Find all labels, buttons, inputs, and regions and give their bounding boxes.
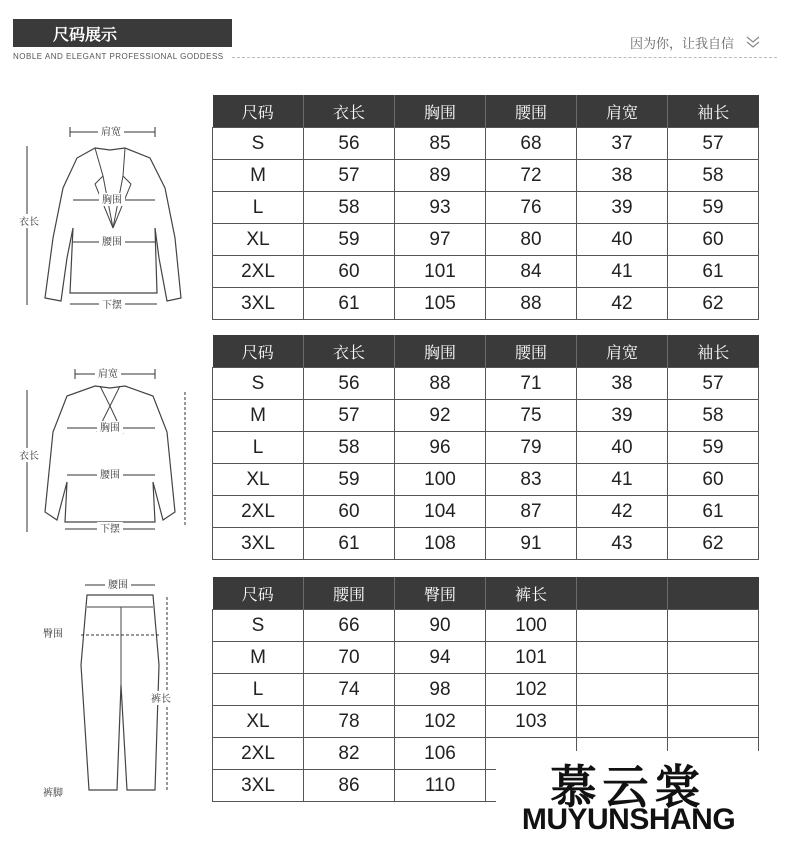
- table-row: [213, 496, 759, 528]
- table-cell: 61: [304, 528, 395, 560]
- table-cell: 42: [577, 496, 668, 528]
- table-row: [213, 128, 759, 160]
- table-row: [213, 400, 759, 432]
- table-cell: [577, 642, 668, 674]
- table-cell: 57: [668, 128, 759, 160]
- brand-logo-english: MUYUNSHANG: [521, 803, 736, 836]
- table-cell: 103: [486, 706, 577, 738]
- table-cell: 91: [486, 528, 577, 560]
- column-header: 裤长: [486, 577, 577, 610]
- table-row: [213, 368, 759, 400]
- column-header: [577, 577, 668, 610]
- table-cell: 100: [395, 464, 486, 496]
- table-cell: 62: [668, 288, 759, 320]
- table-cell: 89: [395, 160, 486, 192]
- table-cell: [668, 610, 759, 642]
- table-cell: 68: [486, 128, 577, 160]
- table-cell: 2XL: [213, 496, 304, 528]
- jacket-diagram: [15, 118, 195, 318]
- column-header: 腰围: [486, 335, 577, 368]
- section-title: [13, 19, 232, 47]
- table-cell: M: [213, 642, 304, 674]
- table-cell: 59: [668, 192, 759, 224]
- shirt-label-chest: 胸围: [100, 423, 120, 434]
- tagline: 因为你，让我自信: [629, 37, 734, 52]
- column-header: 袖长: [668, 95, 759, 128]
- table-cell: 43: [577, 528, 668, 560]
- table-cell: L: [213, 674, 304, 706]
- table-cell: 60: [668, 224, 759, 256]
- table-cell: 57: [668, 368, 759, 400]
- shirt-label-length: 衣长: [19, 451, 39, 462]
- jacket-label-length: 衣长: [19, 217, 39, 228]
- table-cell: 108: [395, 528, 486, 560]
- table-cell: [577, 610, 668, 642]
- table-cell: [668, 642, 759, 674]
- table-cell: XL: [213, 464, 304, 496]
- table-cell: 3XL: [213, 288, 304, 320]
- column-header: [668, 577, 759, 610]
- table-cell: 62: [668, 528, 759, 560]
- table-cell: 38: [577, 368, 668, 400]
- table-cell: [668, 674, 759, 706]
- table-cell: XL: [213, 224, 304, 256]
- table-cell: 102: [486, 674, 577, 706]
- column-header: 衣长: [304, 95, 395, 128]
- table-cell: 84: [486, 256, 577, 288]
- table-cell: 38: [577, 160, 668, 192]
- table-cell: 98: [395, 674, 486, 706]
- table-cell: 39: [577, 400, 668, 432]
- table-cell: 60: [304, 256, 395, 288]
- brand-logo-chinese: 慕云裳: [550, 760, 707, 814]
- table-cell: 94: [395, 642, 486, 674]
- table-cell: 79: [486, 432, 577, 464]
- table-cell: M: [213, 160, 304, 192]
- shirt-label-waist: 腰围: [100, 470, 120, 481]
- table-cell: 80: [486, 224, 577, 256]
- column-header: 尺码: [213, 577, 304, 610]
- table-cell: M: [213, 400, 304, 432]
- table-cell: 74: [304, 674, 395, 706]
- table-cell: 97: [395, 224, 486, 256]
- table-cell: S: [213, 368, 304, 400]
- table-cell: 58: [304, 192, 395, 224]
- table-cell: L: [213, 192, 304, 224]
- table-cell: 92: [395, 400, 486, 432]
- table-cell: 42: [577, 288, 668, 320]
- table-row: [213, 674, 759, 706]
- table-cell: 106: [395, 738, 486, 770]
- table-cell: 60: [668, 464, 759, 496]
- table-cell: 41: [577, 464, 668, 496]
- table-cell: 61: [668, 256, 759, 288]
- header-divider: [232, 57, 777, 58]
- pants-diagram: [35, 575, 195, 805]
- column-header: 胸围: [395, 335, 486, 368]
- table-row: [213, 160, 759, 192]
- table-row: [213, 224, 759, 256]
- table-cell: 56: [304, 128, 395, 160]
- column-header: 尺码: [213, 95, 304, 128]
- table-cell: 88: [395, 368, 486, 400]
- table-cell: 58: [668, 400, 759, 432]
- table-cell: 86: [304, 770, 395, 802]
- section-title-text: 尺码展示: [53, 24, 118, 44]
- column-header: 胸围: [395, 95, 486, 128]
- table-cell: 100: [486, 610, 577, 642]
- table-cell: 61: [304, 288, 395, 320]
- shirt-label-hem: 下摆: [100, 524, 120, 535]
- column-header: 腰围: [304, 577, 395, 610]
- table-cell: 41: [577, 256, 668, 288]
- table-cell: 87: [486, 496, 577, 528]
- table-cell: 76: [486, 192, 577, 224]
- table-cell: 61: [668, 496, 759, 528]
- table-cell: XL: [213, 706, 304, 738]
- table-row: [213, 528, 759, 560]
- table-cell: 40: [577, 224, 668, 256]
- table-cell: 57: [304, 400, 395, 432]
- table-cell: [668, 706, 759, 738]
- table-cell: 101: [395, 256, 486, 288]
- jacket-label-hem: 下摆: [102, 300, 122, 311]
- table-cell: 96: [395, 432, 486, 464]
- table-cell: 88: [486, 288, 577, 320]
- jacket-label-chest: 胸围: [102, 195, 122, 206]
- table-cell: 93: [395, 192, 486, 224]
- table-cell: 3XL: [213, 770, 304, 802]
- table-row: [213, 642, 759, 674]
- table-header-row: [213, 577, 759, 610]
- table-cell: 39: [577, 192, 668, 224]
- pants-label-length: 裤长: [151, 694, 171, 705]
- table-cell: 56: [304, 368, 395, 400]
- table-cell: [577, 674, 668, 706]
- brand-logo: [496, 751, 761, 841]
- table-cell: 71: [486, 368, 577, 400]
- table-cell: 40: [577, 432, 668, 464]
- column-header: 尺码: [213, 335, 304, 368]
- table-cell: 105: [395, 288, 486, 320]
- table-row: [213, 432, 759, 464]
- pants-label-hip: 臀围: [43, 629, 63, 640]
- table-cell: 75: [486, 400, 577, 432]
- table-header-row: [213, 95, 759, 128]
- table-cell: 57: [304, 160, 395, 192]
- shirt-diagram: [15, 362, 195, 542]
- section-subtitle: NOBLE AND ELEGANT PROFESSIONAL GODDESS: [13, 52, 224, 61]
- table-cell: 72: [486, 160, 577, 192]
- table-row: [213, 192, 759, 224]
- double-chevron-down-icon: [746, 35, 760, 49]
- column-header: 袖长: [668, 335, 759, 368]
- table-cell: 110: [395, 770, 486, 802]
- column-header: 臀围: [395, 577, 486, 610]
- jacket-size-table: [212, 95, 759, 320]
- table-cell: 101: [486, 642, 577, 674]
- table-cell: L: [213, 432, 304, 464]
- table-cell: [577, 706, 668, 738]
- table-row: [213, 706, 759, 738]
- table-cell: S: [213, 610, 304, 642]
- jacket-label-shoulder: 肩宽: [101, 127, 121, 138]
- column-header: 肩宽: [577, 95, 668, 128]
- pants-label-waist: 腰围: [108, 580, 128, 591]
- jacket-label-waist: 腰围: [102, 237, 122, 248]
- table-cell: 90: [395, 610, 486, 642]
- table-row: [213, 288, 759, 320]
- column-header: 肩宽: [577, 335, 668, 368]
- table-cell: 85: [395, 128, 486, 160]
- shirt-label-shoulder: 肩宽: [98, 369, 118, 380]
- table-cell: 3XL: [213, 528, 304, 560]
- table-cell: 70: [304, 642, 395, 674]
- table-cell: 59: [304, 224, 395, 256]
- table-cell: 83: [486, 464, 577, 496]
- table-row: [213, 464, 759, 496]
- table-row: [213, 256, 759, 288]
- column-header: 腰围: [486, 95, 577, 128]
- table-cell: 2XL: [213, 738, 304, 770]
- table-cell: 2XL: [213, 256, 304, 288]
- shirt-size-table: [212, 335, 759, 560]
- table-cell: 58: [304, 432, 395, 464]
- table-cell: S: [213, 128, 304, 160]
- table-cell: 102: [395, 706, 486, 738]
- table-cell: 58: [668, 160, 759, 192]
- table-cell: 60: [304, 496, 395, 528]
- pants-label-cuff: 裤脚: [43, 788, 63, 799]
- table-row: [213, 610, 759, 642]
- table-cell: 66: [304, 610, 395, 642]
- column-header: 衣长: [304, 335, 395, 368]
- table-cell: 59: [668, 432, 759, 464]
- table-cell: 59: [304, 464, 395, 496]
- table-header-row: [213, 335, 759, 368]
- table-cell: 104: [395, 496, 486, 528]
- table-cell: 37: [577, 128, 668, 160]
- table-cell: 78: [304, 706, 395, 738]
- table-cell: 82: [304, 738, 395, 770]
